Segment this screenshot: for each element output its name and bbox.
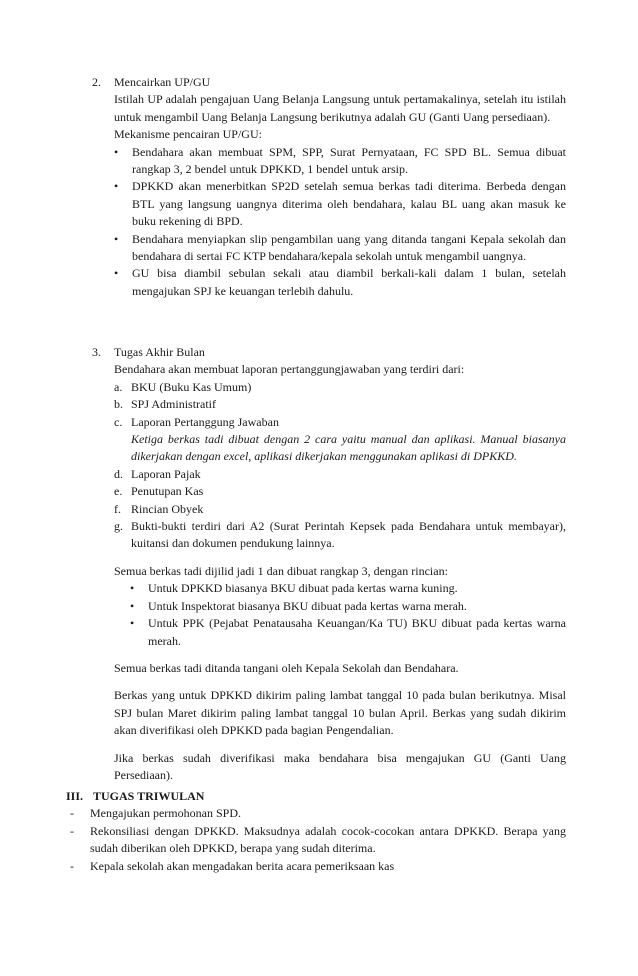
signed-paragraph: Semua berkas tadi ditanda tangani oleh Kepala Sekolah dan Bendahara. [114,660,459,675]
list-item: • Bendahara menyiapkan slip pengambilan uang yang ditanda tangani Kepala sekolah dan bendahara di sertai FC KTP bendahara/kepala sekolah untuk mengambil uangnya. [114,231,566,266]
bullet-icon: • [114,266,119,281]
italic-note: Ketiga berkas tadi dibuat dengan 2 cara yaitu manual dan aplikasi. Manual biasanya dikerjakan dengan excel, aplikasi dikerjakan menggunakan aplikasi di DPKKD. [131,432,566,464]
list-item: - Kepala sekolah akan mengadakan berita acara pemeriksaan kas [66,858,566,875]
section-mencairkan-up-gu [92,74,566,300]
bullet-icon: • [114,231,119,246]
section-tugas-triwulan [66,788,566,875]
verified-paragraph: Jika berkas sudah diverifikasi maka bendahara bisa mengajukan GU (Ganti Uang Persediaan). [114,750,566,782]
list-item: • GU bisa diambil sebulan sekali atau diambil berkali-kali dalam 1 bulan, setelah mengajukan SPJ ke keuangan terlebih dahulu. [114,265,566,300]
list-item: c. Laporan Pertanggung Jawaban Ketiga berkas tadi dibuat dengan 2 cara yaitu manual dan aplikasi. Manual biasanya dikerjakan dengan excel, aplikasi dikerjakan menggunakan aplikasi di DPKKD. [114,414,566,464]
deadline-paragraph: Berkas yang untuk DPKKD dikirim paling lambat tanggal 10 pada bulan berikutnya. Misal SPJ bulan Maret dikirim paling lambat tanggal 10 bulan April. Berkas yang sudah dikirim akan diverifikasi oleh DPKKD pada bagian Pengendalian. [114,688,566,738]
mechanism-list [114,144,566,301]
section-number: 3. [92,345,101,359]
list-item: d. Laporan Pajak [114,466,201,481]
section-tugas-akhir-bulan [92,344,566,784]
dash-marker: - [70,823,74,838]
list-item: • Bendahara akan membuat SPM, SPP, Surat Pernyataan, FC SPD BL. Semua dibuat rangkap 3, 2 bendel untuk DPKKD, 1 bendel untuk arsip. [114,144,566,179]
section-heading: Mencairkan UP/GU [114,75,211,89]
bullet-icon: • [114,179,119,194]
roman-numeral: III. [66,789,84,803]
intro-paragraph: Bendahara akan membuat laporan pertanggungjawaban yang terdiri dari: [114,362,465,377]
definition-paragraph: Istilah UP adalah pengajuan Uang Belanja Langsung untuk pertamakalinya, setelah itu istilah untuk mengambil Uang Belanja Langsung berikutnya adalah GU (Ganti Uang persediaan). [114,92,566,124]
report-list [114,379,566,553]
quarterly-task-list [66,805,566,875]
bullet-icon: • [130,616,135,631]
bullet-icon: • [130,598,135,613]
section-heading: TUGAS TRIWULAN [93,789,205,803]
list-item: • Untuk PPK (Pejabat Penatausaha Keuangan/Ka TU) BKU dibuat pada kertas warna merah. [130,615,566,650]
list-item: a. BKU (Buku Kas Umum) [114,379,252,394]
copies-list [130,580,566,650]
list-item: • Untuk DPKKD biasanya BKU dibuat pada kertas warna kuning. [130,580,566,597]
dash-marker: - [70,858,74,873]
copies-paragraph: Semua berkas tadi dijilid jadi 1 dan dibuat rangkap 3, dengan rincian: [114,563,448,578]
dash-marker: - [70,806,74,821]
list-item: • Untuk Inspektorat biasanya BKU dibuat pada kertas warna merah. [130,598,566,615]
section-heading: Tugas Akhir Bulan [114,345,205,359]
bullet-icon: • [114,144,119,159]
list-item: - Rekonsiliasi dengan DPKKD. Maksudnya adalah cocok-cocokan antara DPKKD. Berapa yang sudah diberikan oleh DPKKD, berapa yang sudah diterima. [66,823,566,858]
list-item: f. Rincian Obyek [114,501,204,516]
list-item: • DPKKD akan menerbitkan SP2D setelah semua berkas tadi diterima. Berbeda dengan BTL yang langsung uangnya diterima oleh bendahara, kalau BL uang akan masuk ke buku rekening di BPD. [114,178,566,230]
section-number: 2. [92,75,101,89]
list-item: e. Penutupan Kas [114,484,204,499]
list-item: g. Bukti-bukti terdiri dari A2 (Surat Perintah Kepsek pada Bendahara untuk membayar), kuitansi dan dokumen pendukung lainnya. [114,519,566,551]
bullet-icon: • [130,581,135,596]
list-item: b. SPJ Administratif [114,397,217,412]
list-item: - Mengajukan permohonan SPD. [66,805,566,822]
mechanism-label: Mekanisme pencairan UP/GU: [114,127,262,142]
